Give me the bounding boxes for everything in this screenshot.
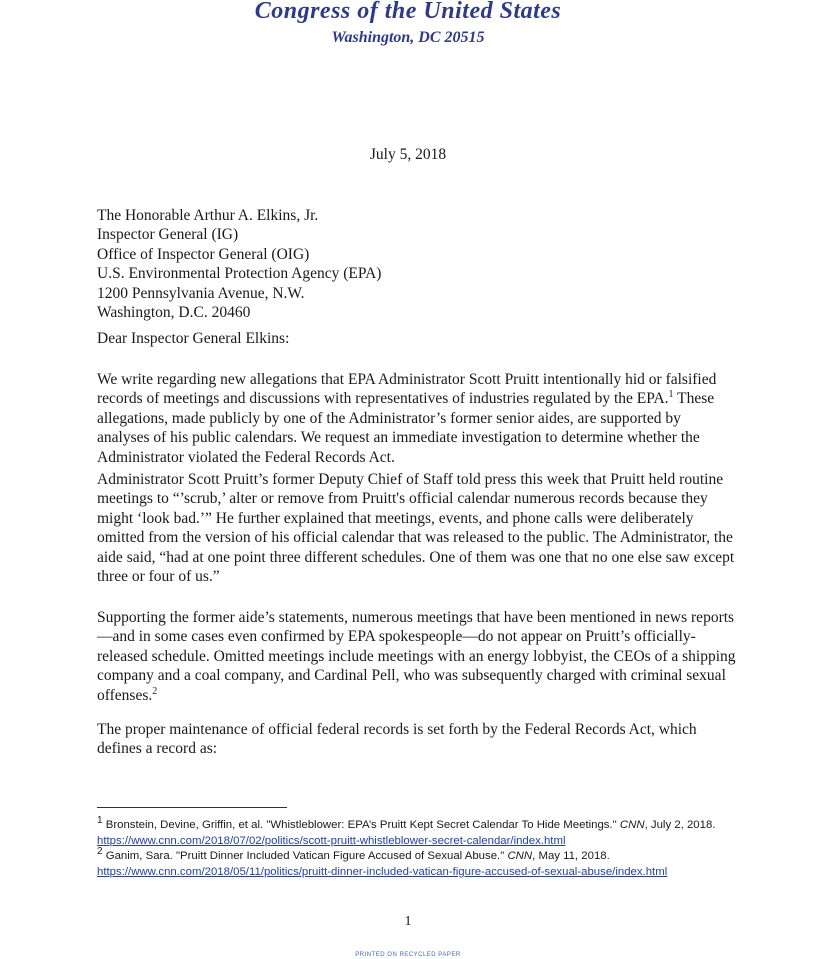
paragraph-3 [97,608,737,705]
footnote-ref-2: 2 [152,685,158,697]
paragraph-1 [97,370,737,467]
footnote-2 [97,846,737,880]
footnote-2-number: 2 [97,846,103,858]
address-line: Inspector General (IG) [97,226,239,244]
address-line: U.S. Environmental Protection Agency (EPA) [97,265,382,283]
footnote-1-text: Bronstein, Devine, Griffin, et al. "Whistleblower: EPA’s Pruitt Kept Secret Calendar To Hide Meetings." [102,819,620,831]
footnote-1-link[interactable]: https://www.cnn.com/2018/07/02/politics/scott-pruitt-whistleblower-secret-calendar/index.html [97,834,566,847]
address-line: Office of Inspector General (OIG) [97,245,310,263]
page-number: 1 [404,914,412,929]
footnote-divider [97,807,287,808]
footnote-2-text: Ganim, Sara. "Pruitt Dinner Included Vatican Figure Accused of Sexual Abuse." [102,850,508,863]
footnote-2-source: CNN [507,850,533,863]
letterhead-location: Washington, DC 20515 [331,29,485,46]
paragraph-1-text-b: These allegations, made publicly by one of the Administrator’s former senior aides, are supported by analyses of his public calendars. We request an immediate investigation to determine whether the Administrator violated the Federal Records Act. [97,390,715,466]
footnote-1 [97,815,737,849]
footnotes [97,815,737,880]
footnote-1-source: CNN [619,819,645,831]
recipient-address [97,206,381,322]
address-line: The Honorable Arthur A. Elkins, Jr. [97,207,319,224]
salutation: Dear Inspector General Elkins: [97,330,290,347]
address-line: 1200 Pennsylvania Avenue, N.W. [97,284,305,302]
footnote-1-number: 1 [97,815,103,827]
footnote-2-tail: , May 11, 2018. [532,850,610,863]
paragraph-2: Administrator Scott Pruitt’s former Deputy Chief of Staff told press this week that Pruitt held routine meetings to “’scrub,’ alter or remove from Pruitt's official calendar numerous records because they might ‘look bad.’” He further explained that meetings, events, and phone calls were deliberately omitted from the version of his official calendar that was released to the public. The Administrator, the aide said, “had at one point three different schedules. One of them was one that no one else saw except three or four of us.” [97,471,735,586]
paragraph-4: The proper maintenance of official federal records is set forth by the Federal Records Act, which defines a record as: [97,721,697,758]
recycled-paper-note: PRINTED ON RECYCLED PAPER [355,952,461,958]
footnote-1-tail: , July 2, 2018. [644,819,716,831]
address-line: Washington, D.C. 20460 [97,304,251,322]
paragraph-1-text-a: We write regarding new allegations that EPA Administrator Scott Pruitt intentionally hid or falsified records of meetings and discussions with representatives of industries regulated by the EPA. [97,371,717,408]
footnote-2-link[interactable]: https://www.cnn.com/2018/05/11/politics/pruitt-dinner-included-vatican-figure-accused-of-sexual-abuse/index.html [97,865,668,878]
footnote-ref-1: 1 [668,389,674,401]
letter-date: July 5, 2018 [369,146,447,163]
paragraph-3-text: Supporting the former aide’s statements, numerous meetings that have been mentioned in news reports—and in some cases even confirmed by EPA spokespeople—do not appear on Pruitt’s officially-released schedule. Omitted meetings include meetings with an energy lobbyist, the CEOs of a shipping company and a coal company, and Cardinal Pell, who was subsequently charged with criminal sexual offenses. [97,609,736,704]
letterhead-title: Congress of the United States [254,0,562,24]
letterhead [0,0,816,47]
